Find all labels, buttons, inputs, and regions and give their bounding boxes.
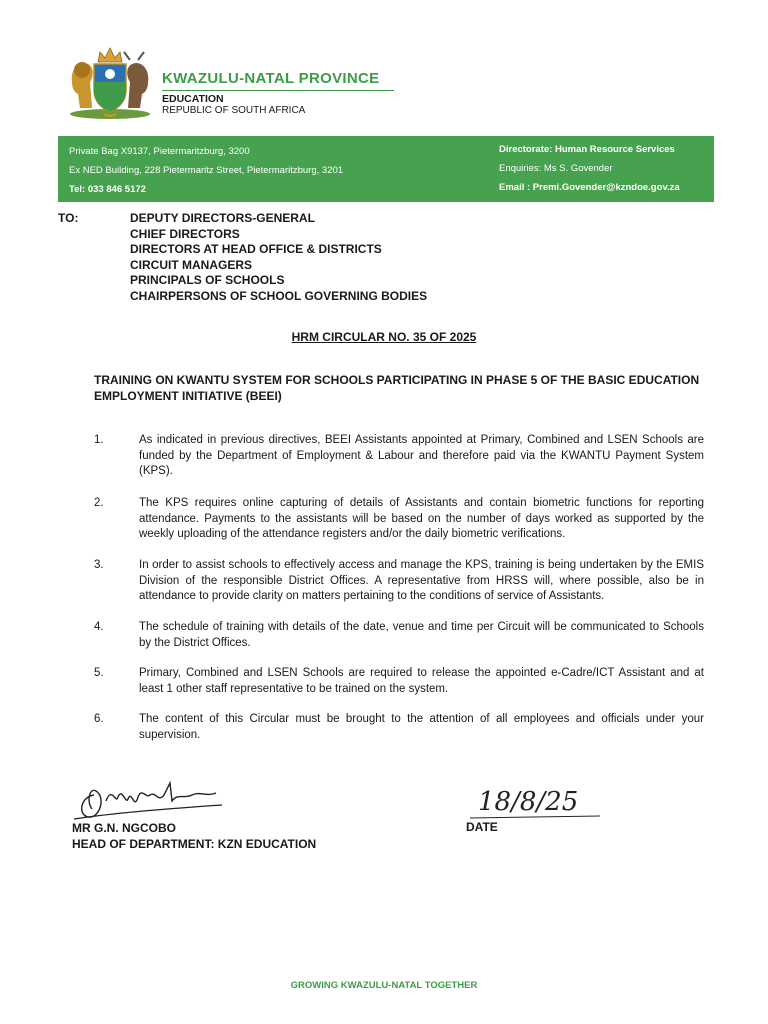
circular-number [0,330,768,344]
paragraph [94,496,704,543]
directorate: Directorate: Human Resource Services [499,144,675,155]
paragraph [94,666,704,697]
org-name: KWAZULU-NATAL PROVINCE [162,70,380,87]
signatory-block [72,820,316,852]
signatory-name: MR G.N. NGCOBO [72,821,176,835]
footer-slogan: GROWING KWAZULU-NATAL TOGETHER [290,980,478,991]
paragraph-text: As indicated in previous directives, BEEI Assistants appointed at Primary, Combined and LSEN Schools are funded by the Department of Employment & Labour and therefore paid via the KWANTU Payment System (KPS). [139,434,704,477]
street-address: Ex NED Building, 228 Pietermaritz Street, Pietermaritzburg, 3201 [69,165,344,176]
addressee-item: DEPUTY DIRECTORS-GENERAL [130,211,315,225]
contact-directorate [499,140,680,197]
addressee-item: CHAIRPERSONS OF SCHOOL GOVERNING BODIES [130,288,428,303]
paragraph-number: 5. [94,667,104,679]
contact-band [58,136,714,202]
signatory-title: HEAD OF DEPARTMENT: KZN EDUCATION [72,837,317,851]
header-rule [162,90,394,91]
paragraph-text: The content of this Circular must be brought to the attention of all employees and officials under your supervision. [139,713,704,741]
contact-address [69,142,343,199]
postal-address: Private Bag X9137, Pietermaritzburg, 3200 [69,146,250,157]
addressee-item: DIRECTORS AT HEAD OFFICE & DISTRICTS [130,242,382,257]
paragraph [94,620,704,651]
paragraph-number: 6. [94,713,104,725]
paragraph-number: 2. [94,497,104,509]
subject-heading: TRAINING ON KWANTU SYSTEM FOR SCHOOLS PARTICIPATING IN PHASE 5 OF THE BASIC EDUCATION EMPLOYMENT INITIATIVE (BEEI) [94,373,700,403]
paragraph-text: The KPS requires online capturing of details of Assistants and contain biometric functions for reporting attendance. Payments to the assistants will be based on the number of days worked as supported by the weekly uploading of the attendance registers and/or the daily biometric verifications. [139,497,704,540]
paragraph-text: Primary, Combined and LSEN Schools are required to release the appointed e-Cadre/ICT Assistant and at least 1 other staff representative to be trained on the system. [139,667,704,695]
coat-of-arms-icon [64,42,156,122]
enquiries: Enquiries: Ms S. Govender [499,163,613,174]
paragraph [94,433,704,480]
paragraph-number: 1. [94,434,104,446]
addressee-list [130,211,427,305]
addressee-item: CHIEF DIRECTORS [130,226,240,241]
telephone: Tel: 033 846 5172 [69,184,146,195]
handwritten-date-text: 18/8/25 [478,787,579,817]
paragraph-number: 4. [94,621,104,633]
paragraph-text: In order to assist schools to effectively access and manage the KPS, training is being undertaken by the EMIS Division of the responsible District Offices. A representative from HRSS will, where possible, also be in attendance to provide clarity on matters pertaining to the conditions of service of Assistants. [139,559,704,602]
addressee-item: PRINCIPALS OF SCHOOLS [130,273,285,288]
circular-number-text: HRM CIRCULAR NO. 35 OF 2025 [291,330,477,344]
country-name: REPUBLIC OF SOUTH AFRICA [162,105,306,116]
paragraph-number: 3. [94,559,104,571]
email: Email : Premi.Govender@kzndoe.gov.za [499,182,680,193]
paragraph [94,712,704,743]
department-name: EDUCATION [162,93,224,105]
paragraph-text: The schedule of training with details of the date, venue and time per Circuit will be communicated to Schools by the District Offices. [139,621,704,649]
date-label: DATE [466,820,498,834]
organization-header [162,70,394,116]
to-label: TO: [58,211,79,225]
addressee-item: CIRCUIT MANAGERS [130,257,252,272]
paragraph [94,558,704,605]
